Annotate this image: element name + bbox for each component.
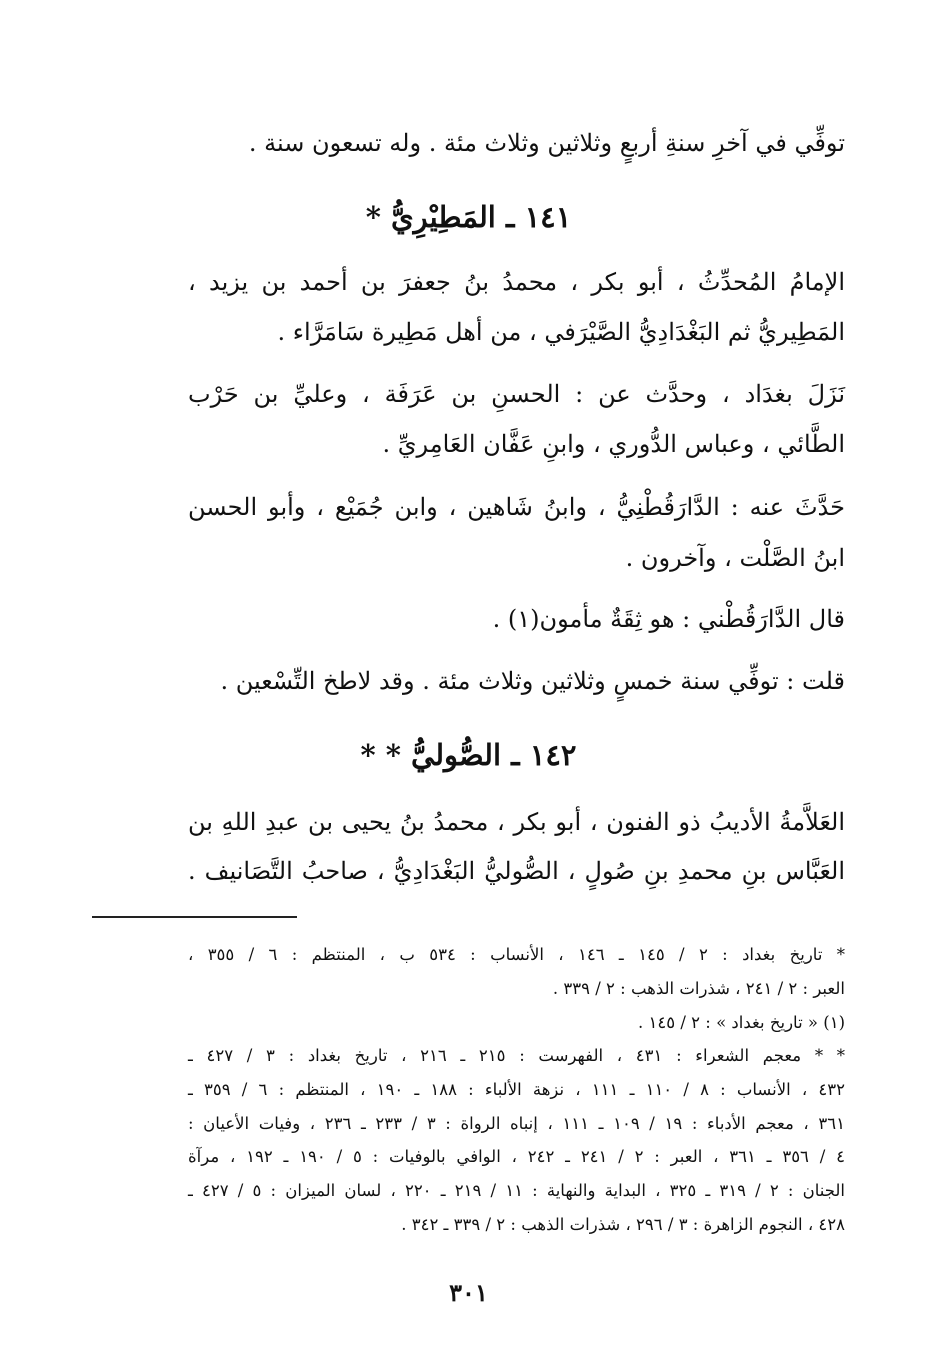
body-line-10: العَلاَّمةُ الأديبُ ذو الفنون ، أبو بكر ، محمدُ بنُ يحيى بن عبدِ اللهِ بن <box>188 808 845 836</box>
footnote-line-6: ٣٦١ ، معجم الأدباء : ١٩ / ١٠٩ ـ ١١١ ، إنباه الرواة : ٣ / ٢٣٣ ـ ٢٣٦ ، وفيات الأعيان : <box>188 1114 845 1133</box>
body-line-4: نَزَلَ بغدَاد ، وحدَّث عن : الحسنِ بن عَرَفَة ، وعليِّ بن حَرْب <box>188 380 845 408</box>
entry-heading-141: ١٤١ ـ المَطِيْرِيُّ * <box>365 200 572 234</box>
footnote-line-4: * * معجم الشعراء : ٤٣١ ، الفهرست : ٢١٥ ـ ٢١٦ ، تاريخ بغداد : ٣ / ٤٢٧ ـ <box>188 1046 845 1065</box>
body-line-8: قال الدَّارَقُطْني : هو ثِقَةٌ مأمون(١) . <box>492 605 845 633</box>
body-line-5: الطَّائي ، وعباس الدُّوري ، وابنِ عَفَّان العَامِريِّ . <box>382 430 845 458</box>
page-number: ٣٠١ <box>449 1278 488 1307</box>
footnote-line-9: ٤٢٨ ، النجوم الزاهرة : ٣ / ٢٩٦ ، شذرات الذهب : ٢ / ٣٣٩ ـ ٣٤٢ . <box>401 1215 845 1234</box>
body-line-9: قلت : توفِّي سنة خمسٍ وثلاثين وثلاث مئة . وقد لاطخ التِّسْعين . <box>220 667 845 695</box>
body-line-7: ابنُ الصَّلْت ، وآخرون . <box>625 544 845 572</box>
body-line-3: المَطِيريُّ ثم البَغْدَادِيُّ الصَّيْرَفي ، من أهل مَطِيرة سَامَرَّاء . <box>277 318 845 346</box>
footnote-line-3: (١) « تاريخ بغداد » : ٢ / ١٤٥ . <box>638 1013 845 1032</box>
entry-heading-142: ١٤٢ ـ الصُّوليُّ * * <box>360 738 577 772</box>
footnote-line-8: الجنان : ٢ / ٣١٩ ـ ٣٢٥ ، البداية والنهاية : ١١ / ٢١٩ ـ ٢٢٠ ، لسان الميزان : ٥ / ٤٢٧ ـ <box>188 1181 846 1200</box>
footnote-line-7: ٤ / ٣٥٦ ـ ٣٦١ ، العبر : ٢ / ٢٤١ ـ ٢٤٢ ، الوافي بالوفيات : ٥ / ١٩٠ ـ ١٩٢ ، مرآة <box>188 1147 845 1166</box>
body-line-11: العَبَّاس بنِ محمدِ بنِ صُولٍ ، الصُّوليُّ البَغْدَادِيُّ ، صاحبُ التَّصَانيف . <box>188 857 845 885</box>
footnote-line-5: ٤٣٢ ، الأنساب : ٨ / ١١٠ ـ ١١١ ، نزهة الألباء : ١٨٨ ـ ١٩٠ ، المنتظم : ٦ / ٣٥٩ ـ <box>188 1080 846 1099</box>
body-line-1: توفِّي في آخرِ سنةِ أربعٍ وثلاثين وثلاث مئة . وله تسعون سنة . <box>248 129 845 157</box>
footnote-separator <box>92 916 297 918</box>
body-line-2: الإمامُ المُحدِّثُ ، أبو بكر ، محمدُ بنُ جعفرَ بن أحمد بن يزيد ، <box>188 268 845 296</box>
footnote-line-1: * تاريخ بغداد : ٢ / ١٤٥ ـ ١٤٦ ، الأنساب : ٥٣٤ ب ، المنتظم : ٦ / ٣٥٥ ، <box>188 945 846 964</box>
footnote-line-2: العبر : ٢ / ٢٤١ ، شذرات الذهب : ٢ / ٣٣٩ . <box>552 979 845 998</box>
body-line-6: حَدَّثَ عنه : الدَّارَقُطْنِيُّ ، وابنُ شَاهين ، وابن جُمَيْع ، وأبو الحسن <box>188 493 845 521</box>
